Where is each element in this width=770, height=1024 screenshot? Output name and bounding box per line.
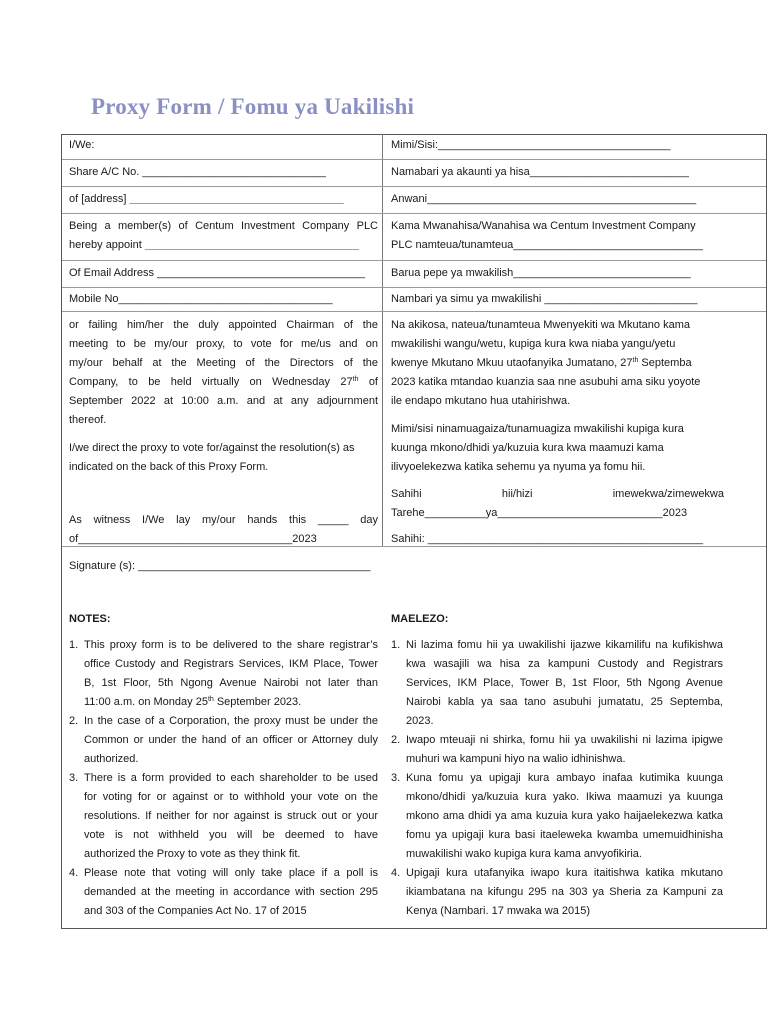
text-line: for voting for or against or to withhold your vote on the — [84, 791, 378, 803]
text-line: ikiambatana na kifungu 295 na 303 ya Sheria za Kampuni za — [406, 886, 723, 898]
note-number: 3. — [69, 772, 79, 784]
appoint-line: ___________________________________ — [144, 239, 359, 251]
text-line: Kuna fomu ya upigaji kura ambayo inafaa kutimika kuunga — [406, 772, 723, 784]
text-line: In the case of a Corporation, the proxy must be under the — [84, 715, 378, 727]
column-divider — [382, 134, 383, 546]
text-line: Nairobi kabla ya saa tano asubuhi jumatatu, 25 Septemba, — [406, 696, 723, 708]
anwani-field[interactable]: Anwani____________________________________________ — [391, 193, 697, 205]
note-text — [406, 636, 723, 731]
row-divider — [62, 311, 766, 312]
note-number: 3. — [391, 772, 401, 784]
namabari-field[interactable]: Namabari ya akaunti ya hisa__________________________ — [391, 166, 689, 178]
mwanahisa-field[interactable] — [391, 217, 711, 255]
text-line: September 2022 at 10:00 a.m. and at any adjournment — [69, 395, 378, 407]
mobile-field[interactable]: Mobile No___________________________________ — [69, 293, 333, 305]
note-text — [84, 864, 378, 921]
text-line: authorized the Proxy to vote as they think fit. — [84, 848, 301, 860]
note-text — [84, 712, 378, 769]
text-line: or failing him/her the duly appointed Chairman of the — [69, 319, 378, 331]
text-line: Kenya (Nambari. 17 mwaka wa 2015) — [406, 905, 591, 917]
row-divider — [62, 260, 766, 261]
nambari-simu-field[interactable]: Nambari ya simu ya mwakilishi _________________________ — [391, 293, 698, 305]
text-line: office Custody and Registrars Services, IKM Place, Tower — [84, 658, 378, 670]
text-line: Na akikosa, nateua/tunamteua Mwenyekiti wa Mkutano kama — [391, 319, 690, 331]
witness-field[interactable] — [69, 511, 378, 549]
note-number: 1. — [69, 639, 79, 651]
text-line: 2023 katika mtandao kuanzia saa nne asubuhi ama siku yoyote — [391, 376, 701, 388]
text-line: ile endapo mkutano hua utahirishwa. — [391, 395, 571, 407]
text-line: Please note that voting will only take place if a poll is — [84, 867, 378, 879]
row-divider — [62, 159, 766, 160]
note-text — [84, 636, 378, 712]
note-number: 2. — [69, 715, 79, 727]
text-line: Common or under the hand of an officer or Attorney duly — [84, 734, 378, 746]
proxy-paragraph-en — [69, 316, 378, 430]
email-field[interactable]: Of Email Address __________________________________ — [69, 267, 366, 279]
sahihi-field[interactable] — [391, 484, 724, 522]
text-line: indicated on the back of this Proxy Form. — [69, 461, 269, 473]
text-line: 2023. — [406, 715, 434, 727]
text-line: mwakilishi wangu/wetu, kupiga kura kwa niaba yangu/yetu — [391, 338, 676, 350]
text-line: mkono/dhidi ya/kuzuia kura yako. Ikiwa maamuzi ya kuunga — [406, 791, 723, 803]
mwanahisa-text: Kama Mwanahisa/Wanahisa wa Centum Investment Company — [391, 220, 696, 232]
text-line: thereof. — [69, 414, 107, 426]
text-line: Company, to be held virtually on Wednesday 27th of — [69, 376, 378, 388]
note-number: 4. — [69, 867, 79, 879]
text-line: mkono ama dhidi ya ama kuzuia kura yako haijaelekezwa katka — [406, 810, 723, 822]
text-line: meeting to be my/our proxy, to vote for me/us and on — [69, 338, 378, 350]
text-line: and 303 of the Companies Act No. 17 of 2015 — [84, 905, 307, 917]
text-line: As witness I/We lay my/our hands this _____ day — [69, 514, 378, 526]
page-title: Proxy Form / Fomu ya Uakilishi — [91, 94, 415, 119]
appoint-label: hereby appoint — [69, 239, 142, 251]
share-ac-field[interactable]: Share A/C No. ______________________________ — [69, 166, 326, 178]
text-line: Upigaji kura utafanyika iwapo kura itaitishwa katika mkutano — [406, 867, 723, 879]
maelezo-heading: MAELEZO: — [391, 613, 449, 625]
text-line: kwenye Mkutano Mkuu utaofanyika Jumatano, 27th Septemba — [391, 357, 692, 369]
member-text: Being a member(s) of Centum Investment Company PLC — [69, 220, 378, 232]
text-line: Sahihi hii/hizi imewekwa/zimewekwa — [391, 488, 724, 500]
text-line: ilivyoelekezwa katika sehemu ya nyuma ya fomu hii. — [391, 461, 646, 473]
proxy-paragraph-sw — [391, 316, 712, 411]
row-divider — [62, 213, 766, 214]
text-line: This proxy form is to be delivered to the share registrar’s — [84, 639, 378, 651]
text-line: Services, IKM Place, Tower B, 1st Floor, 5th Ngong Avenue — [406, 677, 723, 689]
signature-field[interactable]: Signature (s): ______________________________________ — [69, 560, 371, 572]
namteua-line: PLC namteua/tunamteua_______________________________ — [391, 239, 703, 251]
text-line: B, 1st Floor, 5th Ngong Avenue Nairobi not later than — [84, 677, 378, 689]
iwe-field[interactable]: I/We: — [69, 139, 95, 151]
address-label: of [address] — [69, 193, 127, 205]
text-line: of___________________________________2023 — [69, 533, 317, 545]
text-line: vote is not withheld you will be deemed to have — [84, 829, 378, 841]
barua-pepe-field[interactable]: Barua pepe ya mwakilish_____________________________ — [391, 267, 691, 279]
text-line: Mimi/sisi ninamuagaiza/tunamuagiza mwakilishi kupiga kura — [391, 423, 684, 435]
note-text — [406, 769, 723, 864]
text-line: demanded at the meeting in accordance with section 295 — [84, 886, 378, 898]
text-line: muhuri wa kampuni hiyo na walio idhinishwa. — [406, 753, 626, 765]
text-line: Ni lazima fomu hii ya uwakilishi ijazwe kikamilifu na kufikishwa — [406, 639, 723, 651]
address-line: ___________________________________ — [129, 193, 344, 205]
text-line: resolutions. If neither for nor against is struck out or your — [84, 810, 378, 822]
text-line: Tarehe__________ya___________________________2023 — [391, 507, 688, 519]
text-line: my/our behalf at the Meeting of the Directors of the — [69, 357, 378, 369]
note-number: 1. — [391, 639, 401, 651]
text-line: fomu ya upigaji kura basi itaeleweka kwamba umemuidhinisha — [406, 829, 723, 841]
text-line: kuunga mkono/dhidi ya/kuzuia kura kwa maamuzi kama — [391, 442, 664, 454]
text-line: kwa wasajili wa hisa za kampuni Custody and Registrars — [406, 658, 723, 670]
text-line: Iwapo mteuaji ni shirka, fomu hii ya uwakilishi ni lazima ipigwe — [406, 734, 723, 746]
notes-heading: NOTES: — [69, 613, 111, 625]
sahihi-line[interactable]: Sahihi: _____________________________________________ — [391, 533, 703, 545]
direct-paragraph-en — [69, 438, 378, 476]
row-divider — [62, 287, 766, 288]
member-appoint-field[interactable] — [69, 217, 378, 255]
note-text — [406, 864, 723, 921]
direct-paragraph-sw — [391, 419, 712, 476]
row-divider — [62, 186, 766, 187]
text-line: I/we direct the proxy to vote for/against the resolution(s) as — [69, 442, 355, 454]
address-field[interactable] — [69, 190, 344, 209]
note-number: 2. — [391, 734, 401, 746]
note-text — [406, 731, 723, 769]
text-line: authorized. — [84, 753, 139, 765]
mimi-sisi-field[interactable]: Mimi/Sisi:______________________________________ — [391, 139, 671, 151]
note-number: 4. — [391, 867, 401, 879]
text-line: 11:00 a.m. on Monday 25th September 2023. — [84, 696, 302, 708]
text-line: There is a form provided to each shareholder to be used — [84, 772, 378, 784]
text-line: muwakilishi wako kupiga kura kama anvyofikiria. — [406, 848, 642, 860]
note-text — [84, 769, 378, 864]
